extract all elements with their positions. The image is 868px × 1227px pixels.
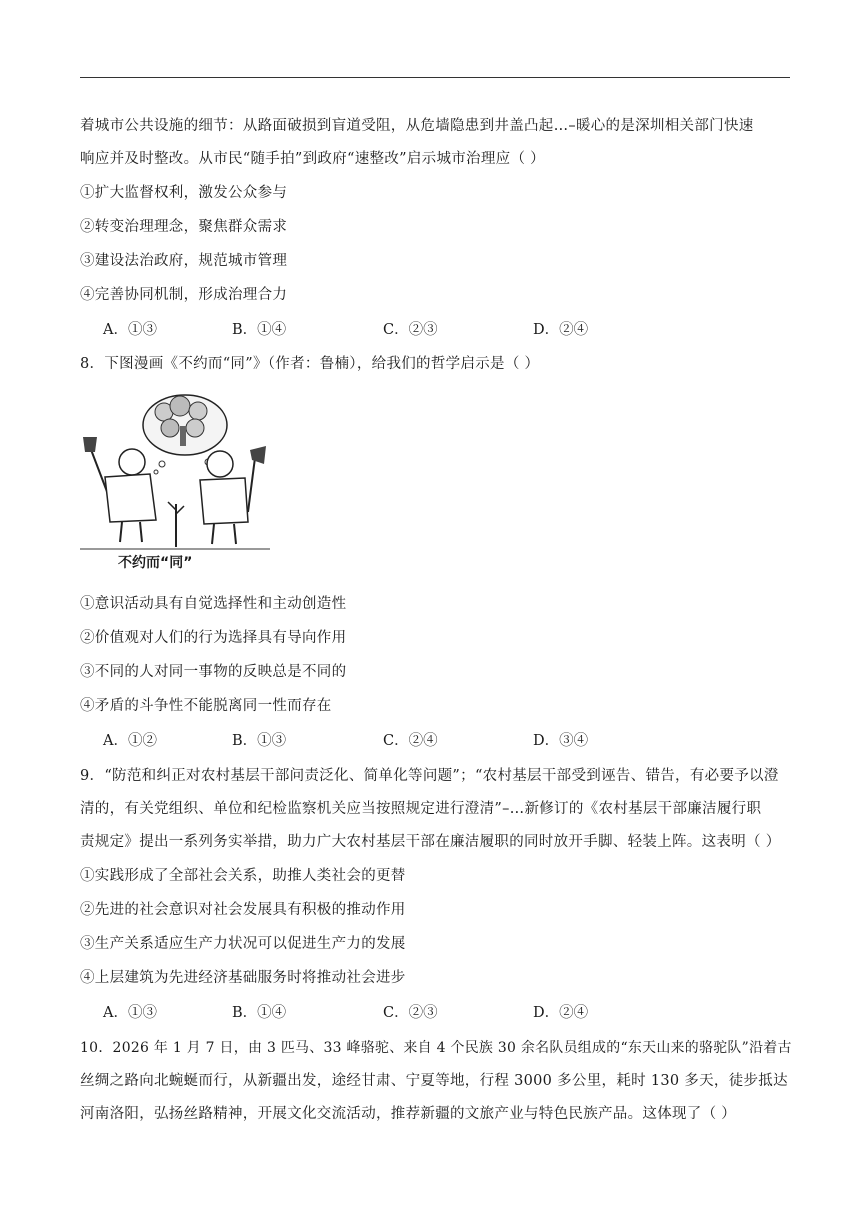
q8-option-c: C．②④ bbox=[383, 733, 438, 749]
q7-option-c: C．②③ bbox=[383, 322, 438, 338]
q8-item-1: ①意识活动具有自觉选择性和主动创造性 bbox=[80, 596, 347, 612]
q9-stem-line-2: 清的，有关党组织、单位和纪检监察机关应当按照规定进行澄清”–…新修订的《农村基层干部廉洁履行职 bbox=[80, 801, 762, 817]
q9-option-b: B．①④ bbox=[232, 1005, 287, 1021]
q7-item-1: ①扩大监督权利，激发公众参与 bbox=[80, 185, 288, 201]
cartoon-image bbox=[80, 392, 270, 552]
q7-option-a: A．①③ bbox=[103, 322, 157, 338]
q7-item-2: ②转变治理理念，聚焦群众需求 bbox=[80, 219, 288, 235]
q9-option-c: C．②③ bbox=[383, 1005, 438, 1021]
q7-stem-line-2: 响应并及时整改。从市民“随手拍”到政府“速整改”启示城市治理应（ ） bbox=[80, 151, 545, 167]
q10-stem-line-1: 10．2026 年 1 月 7 日，由 3 匹马、33 峰骆驼、来自 4 个民族 30 余名队员组成的“东天山来的骆驼队”沿着古 bbox=[80, 1040, 792, 1056]
q7-option-b: B．①④ bbox=[232, 322, 287, 338]
q9-item-1: ①实践形成了全部社会关系，助推人类社会的更替 bbox=[80, 868, 406, 884]
q9-item-4: ④上层建筑为先进经济基础服务时将推动社会进步 bbox=[80, 970, 406, 986]
q9-item-3: ③生产关系适应生产力状况可以促进生产力的发展 bbox=[80, 936, 406, 952]
cartoon-caption: 不约而“同” bbox=[118, 555, 193, 571]
q7-option-d: D．②④ bbox=[533, 322, 589, 338]
q8-item-2: ②价值观对人们的行为选择具有导向作用 bbox=[80, 630, 347, 646]
q8-option-d: D．③④ bbox=[533, 733, 589, 749]
q10-stem-line-2: 丝绸之路向北蜿蜒而行，从新疆出发，途经甘肃、宁夏等地，行程 3000 多公里，耗时 130 多天，徒步抵达 bbox=[80, 1073, 788, 1089]
q9-stem-line-1: 9．“防范和纠正对农村基层干部问责泛化、简单化等问题”；“农村基层干部受到诬告、错告，有必要予以澄 bbox=[80, 768, 779, 784]
q10-stem-line-3: 河南洛阳，弘扬丝路精神，开展文化交流活动，推荐新疆的文旅产业与特色民族产品。这体现了（ ） bbox=[80, 1106, 737, 1122]
q8-stem: 8．下图漫画《不约而“同”》（作者：鲁楠），给我们的哲学启示是（ ） bbox=[80, 356, 540, 372]
q8-option-b: B．①③ bbox=[232, 733, 287, 749]
q9-option-d: D．②④ bbox=[533, 1005, 589, 1021]
q8-item-4: ④矛盾的斗争性不能脱离同一性而存在 bbox=[80, 698, 332, 714]
q7-stem-line-1: 着城市公共设施的细节：从路面破损到盲道受阻，从危墙隐患到井盖凸起…–暖心的是深圳相关部门快速 bbox=[80, 118, 754, 134]
q9-stem-line-3: 责规定》提出一系列务实举措，助力广大农村基层干部在廉洁履职的同时放开手脚、轻装上阵。这表明（ ） bbox=[80, 834, 781, 850]
header-rule bbox=[80, 77, 790, 78]
q8-option-a: A．①② bbox=[103, 733, 157, 749]
q9-option-a: A．①③ bbox=[103, 1005, 157, 1021]
q7-item-4: ④完善协同机制，形成治理合力 bbox=[80, 287, 288, 303]
q7-item-3: ③建设法治政府，规范城市管理 bbox=[80, 253, 288, 269]
q8-item-3: ③不同的人对同一事物的反映总是不同的 bbox=[80, 664, 347, 680]
q9-item-2: ②先进的社会意识对社会发展具有积极的推动作用 bbox=[80, 902, 406, 918]
